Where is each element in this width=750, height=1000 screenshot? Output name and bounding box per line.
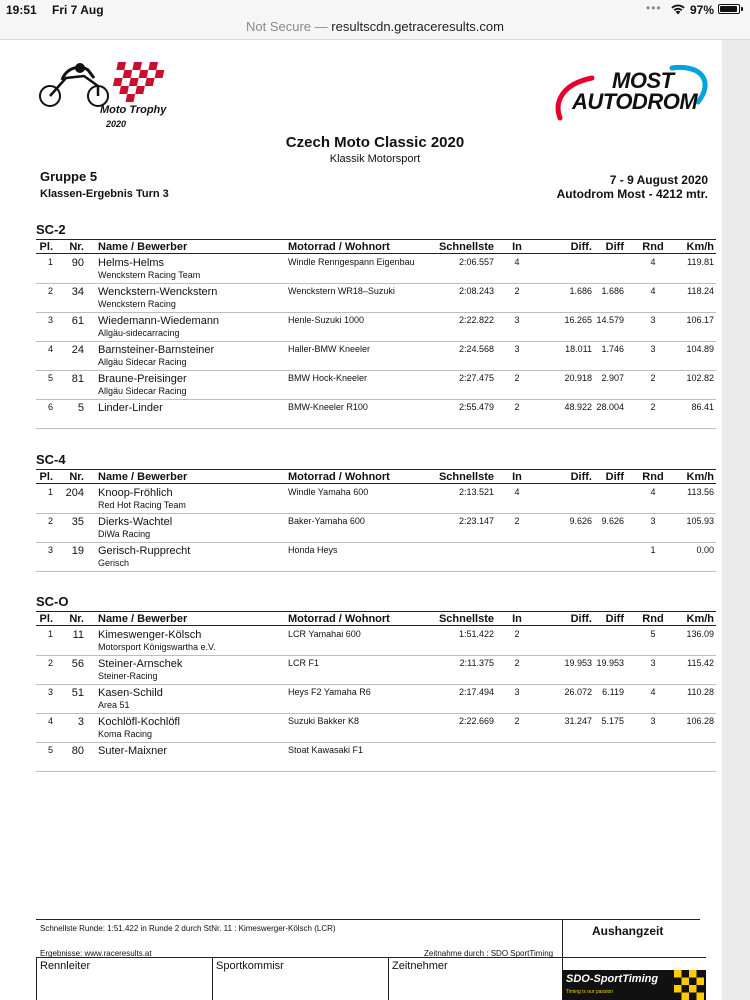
- cell-diff: 9.626: [569, 516, 592, 526]
- cell-in: 3: [514, 315, 520, 325]
- event-title: Czech Moto Classic 2020: [285, 134, 465, 151]
- cell-fastest: 2:08.243: [458, 286, 494, 296]
- cell-nr: 35: [71, 516, 84, 528]
- table-row: [36, 371, 716, 400]
- cell-in: 4: [514, 487, 520, 497]
- cell-pos: 1: [47, 629, 53, 639]
- cell-bike: Henle-Suzuki 1000: [288, 315, 365, 325]
- status-bar: [0, 0, 750, 18]
- column-header-diff2: Diff: [605, 471, 624, 483]
- cell-rnd: 4: [650, 286, 656, 296]
- cell-in: 2: [514, 373, 520, 383]
- cell-nr: 51: [71, 687, 84, 699]
- cell-team: Gerisch: [98, 558, 130, 568]
- cell-name: Kochlöfl-Kochlöfl: [98, 716, 180, 728]
- cell-name: Wiedemann-Wiedemann: [98, 315, 220, 327]
- table-header-row: [36, 240, 716, 254]
- cell-kmh: 110.28: [687, 687, 714, 697]
- results-website: Ergebnisse: www.raceresults.at: [40, 949, 152, 958]
- cell-team: Red Hot Racing Team: [98, 500, 186, 510]
- column-header-rnd: Rnd: [642, 471, 664, 483]
- cell-rnd: 4: [650, 257, 656, 267]
- table-row: [36, 627, 716, 656]
- cell-rnd: 1: [650, 545, 656, 555]
- cell-diff: 1.686: [569, 286, 592, 296]
- sdo-logo-tagline: Timing is our passion: [566, 989, 614, 995]
- cell-team: Motorsport Königswartha e.V.: [98, 642, 216, 652]
- cell-diff: 19.953: [564, 658, 592, 668]
- column-header-rnd: Rnd: [642, 241, 664, 253]
- column-header-fastest: Schnellste: [438, 471, 494, 483]
- cell-diff2: 2.907: [601, 373, 624, 383]
- cell-in: 2: [514, 716, 520, 726]
- cell-nr: 81: [71, 373, 84, 385]
- moto-trophy-text: Moto Trophy: [100, 104, 167, 116]
- cell-diff2: 9.626: [601, 516, 624, 526]
- logo-most-text: MOST: [612, 68, 674, 93]
- cell-diff: 16.265: [564, 315, 592, 325]
- cell-bike: Wenckstern WR18–Suzuki: [288, 286, 395, 296]
- cell-bike: BMW-Kneeler R100: [288, 402, 368, 412]
- column-header-bike: Motorrad / Wohnort: [288, 241, 390, 253]
- cell-diff: 26.072: [564, 687, 592, 697]
- cell-bike: Honda Heys: [288, 545, 338, 555]
- cell-kmh: 102.82: [686, 373, 714, 383]
- sdo-logo-text: SDO-SportTiming: [566, 973, 659, 985]
- table-row: [36, 485, 716, 514]
- cell-team: DiWa Racing: [98, 529, 151, 539]
- table-row: [36, 255, 716, 284]
- class-title: SC-O: [36, 594, 69, 609]
- cell-team: Wenckstern Racing Team: [98, 270, 201, 280]
- cell-bike: BMW Hock-Kneeler: [288, 373, 368, 383]
- cell-team: Allgäu-sidecarracing: [98, 328, 180, 338]
- cell-name: Knoop-Fröhlich: [98, 487, 173, 499]
- column-header-diff: Diff.: [570, 471, 592, 483]
- cell-diff: 20.918: [564, 373, 592, 383]
- cell-pos: 2: [47, 286, 53, 296]
- event-subtitle: Klassik Motorsport: [329, 153, 421, 165]
- cell-nr: 5: [77, 402, 84, 414]
- cell-name: Linder-Linder: [98, 402, 163, 414]
- page-side-margin: [722, 40, 750, 1000]
- class-title: SC-2: [36, 222, 66, 237]
- column-header-nr: Nr.: [69, 241, 84, 253]
- cell-pos: 5: [47, 745, 53, 755]
- cell-diff: 31.247: [564, 716, 592, 726]
- footer-divider: [36, 919, 700, 920]
- cell-fastest: 2:27.475: [458, 373, 494, 383]
- column-header-bike: Motorrad / Wohnort: [288, 471, 390, 483]
- cell-bike: Windle Yamaha 600: [288, 487, 369, 497]
- wifi-icon: [670, 2, 686, 15]
- url-domain[interactable]: resultscdn.getraceresults.com: [331, 19, 504, 34]
- most-autodrom-logo: [552, 62, 712, 122]
- sdo-sporttiming-logo: [562, 970, 706, 1000]
- cell-pos: 2: [47, 516, 53, 526]
- table-row: [36, 543, 716, 572]
- cell-bike: LCR F1: [288, 658, 320, 668]
- cell-nr: 11: [72, 629, 84, 641]
- cell-rnd: 3: [650, 315, 656, 325]
- cell-rnd: 3: [650, 516, 656, 526]
- battery-icon: [718, 4, 740, 14]
- cell-nr: 80: [71, 745, 84, 757]
- cell-fastest: 2:24.568: [458, 344, 494, 354]
- status-time: 19:51: [6, 3, 37, 17]
- cell-in: 4: [514, 257, 520, 267]
- column-header-diff: Diff.: [570, 241, 592, 253]
- logo-autodrom-text: AUTODROM: [572, 89, 698, 114]
- url-bar[interactable]: [0, 18, 750, 40]
- cell-name: Suter-Maixner: [98, 745, 168, 757]
- column-header-name: Name / Bewerber: [98, 471, 188, 483]
- column-header-pos: Pl.: [39, 613, 53, 625]
- cell-nr: 34: [71, 286, 84, 298]
- cell-nr: 56: [71, 658, 84, 670]
- cell-name: Gerisch-Rupprecht: [98, 545, 191, 557]
- cell-rnd: 2: [650, 373, 656, 383]
- cell-rnd: 3: [650, 716, 656, 726]
- column-header-in: In: [512, 471, 522, 483]
- cell-diff2: 14.579: [596, 315, 624, 325]
- cell-fastest: 2:11.375: [459, 658, 494, 668]
- group-title: Gruppe 5: [40, 169, 98, 184]
- cell-in: 2: [514, 402, 520, 412]
- column-header-kmh: Km/h: [686, 241, 714, 253]
- column-header-diff2: Diff: [605, 241, 624, 253]
- sign-timekeeper: Zeitnehmer: [389, 958, 563, 1000]
- cell-fastest: 2:13.521: [458, 487, 494, 497]
- cell-diff2: 1.746: [601, 344, 624, 354]
- cell-kmh: 106.17: [686, 315, 714, 325]
- moto-trophy-year: 2020: [106, 119, 127, 129]
- cell-name: Barnsteiner-Barnsteiner: [98, 344, 215, 356]
- cell-in: 2: [514, 516, 520, 526]
- cell-kmh: 0.00: [696, 545, 714, 555]
- class-title: SC-4: [36, 452, 66, 467]
- column-header-name: Name / Bewerber: [98, 613, 188, 625]
- cell-name: Steiner-Arnschek: [98, 658, 183, 670]
- cell-team: Allgäu Sidecar Racing: [98, 357, 187, 367]
- cell-team: Koma Racing: [98, 729, 153, 739]
- cell-bike: Haller-BMW Kneeler: [288, 344, 371, 354]
- cell-name: Wenckstern-Wenckstern: [98, 286, 218, 298]
- column-header-pos: Pl.: [39, 471, 53, 483]
- notice-time-label: Aushangzeit: [592, 924, 664, 938]
- cell-bike: Stoat Kawasaki F1: [288, 745, 364, 755]
- cell-fastest: 2:06.557: [458, 257, 494, 267]
- cell-pos: 1: [47, 257, 53, 267]
- cell-kmh: 105.93: [686, 516, 714, 526]
- cell-kmh: 86.41: [691, 402, 714, 412]
- multitasking-dots-icon[interactable]: •••: [646, 1, 662, 15]
- cell-fastest: 2:22.822: [458, 315, 494, 325]
- column-header-fastest: Schnellste: [438, 613, 494, 625]
- cell-diff2: 28.004: [596, 402, 624, 412]
- notice-box-divider: [562, 919, 563, 957]
- cell-rnd: 4: [650, 487, 656, 497]
- cell-fastest: 2:23.147: [458, 516, 494, 526]
- cell-kmh: 115.42: [687, 658, 714, 668]
- cell-pos: 3: [47, 315, 53, 325]
- motorcycle-rider-icon: [36, 58, 171, 136]
- cell-name: Kasen-Schild: [98, 687, 163, 699]
- session-title: Klassen-Ergebnis Turn 3: [40, 188, 169, 200]
- table-row: [36, 685, 716, 714]
- column-header-diff2: Diff: [605, 613, 624, 625]
- column-header-nr: Nr.: [69, 471, 84, 483]
- column-header-fastest: Schnellste: [438, 241, 494, 253]
- cell-kmh: 136.09: [686, 629, 714, 639]
- not-secure-label: Not Secure: [246, 19, 312, 34]
- cell-team: Steiner-Racing: [98, 671, 158, 681]
- cell-team: Area 51: [98, 700, 130, 710]
- cell-rnd: 2: [650, 402, 656, 412]
- table-header-row: [36, 612, 716, 626]
- cell-in: 2: [514, 629, 520, 639]
- cell-rnd: 5: [650, 629, 656, 639]
- class-section: [36, 222, 716, 432]
- column-header-diff: Diff.: [570, 613, 592, 625]
- cell-fastest: 2:17.494: [458, 687, 494, 697]
- cell-in: 3: [514, 344, 520, 354]
- cell-pos: 5: [47, 373, 53, 383]
- event-venue: Autodrom Most - 4212 mtr.: [556, 187, 708, 201]
- battery-percent: 97%: [690, 3, 715, 17]
- cell-bike: Heys F2 Yamaha R6: [288, 687, 371, 697]
- table-row: [36, 284, 716, 313]
- class-section: [36, 594, 716, 775]
- table-row: [36, 656, 716, 685]
- table-row: [36, 743, 716, 772]
- timing-credit: Zeitnahme durch : SDO SportTiming: [424, 949, 554, 958]
- column-header-rnd: Rnd: [642, 613, 664, 625]
- cell-in: 3: [514, 687, 520, 697]
- table-row: [36, 514, 716, 543]
- cell-name: Dierks-Wachtel: [98, 516, 173, 528]
- fastest-lap-note: Schnellste Runde: 1:51.422 in Runde 2 durch StNr. 11 : Kimeswerger-Kölsch (LCR): [40, 924, 336, 933]
- cell-team: Wenckstern Racing: [98, 299, 176, 309]
- cell-pos: 3: [47, 687, 53, 697]
- cell-diff: 18.011: [565, 344, 592, 354]
- cell-nr: 61: [71, 315, 84, 327]
- class-section: [36, 452, 716, 575]
- event-date: 7 - 9 August 2020: [609, 173, 708, 187]
- checkered-flag-icon: [674, 970, 704, 1000]
- cell-diff2: 6.119: [602, 687, 624, 697]
- cell-fastest: 1:51.422: [458, 629, 494, 639]
- cell-diff2: 19.953: [596, 658, 624, 668]
- cell-pos: 6: [47, 402, 53, 412]
- cell-pos: 4: [47, 344, 53, 354]
- table-row: [36, 714, 716, 743]
- cell-rnd: 3: [650, 658, 656, 668]
- cell-pos: 4: [47, 716, 53, 726]
- sign-race-director: Rennleiter: [37, 958, 213, 1000]
- column-header-nr: Nr.: [69, 613, 84, 625]
- cell-kmh: 119.81: [687, 257, 714, 267]
- cell-diff2: 1.686: [601, 286, 624, 296]
- cell-name: Braune-Preisinger: [98, 373, 187, 385]
- cell-nr: 204: [65, 487, 84, 499]
- column-header-name: Name / Bewerber: [98, 241, 188, 253]
- cell-bike: LCR Yamahai 600: [288, 629, 361, 639]
- cell-rnd: 3: [650, 344, 656, 354]
- cell-bike: Windle Renngespann Eigenbau: [288, 257, 415, 267]
- cell-diff2: 5.175: [601, 716, 624, 726]
- cell-nr: 24: [71, 344, 84, 356]
- cell-nr: 19: [71, 545, 84, 557]
- cell-fastest: 2:55.479: [458, 402, 494, 412]
- cell-name: Kimeswenger-Kölsch: [98, 629, 202, 641]
- cell-nr: 90: [71, 257, 84, 269]
- column-header-bike: Motorrad / Wohnort: [288, 613, 390, 625]
- cell-bike: Baker-Yamaha 600: [288, 516, 365, 526]
- table-row: [36, 313, 716, 342]
- column-header-in: In: [512, 613, 522, 625]
- table-header-row: [36, 470, 716, 484]
- cell-kmh: 106.28: [686, 716, 714, 726]
- table-row: [36, 342, 716, 371]
- cell-in: 2: [514, 658, 520, 668]
- cell-pos: 1: [47, 487, 53, 497]
- column-header-kmh: Km/h: [686, 471, 714, 483]
- table-row: [36, 400, 716, 429]
- cell-nr: 3: [77, 716, 84, 728]
- status-date: Fri 7 Aug: [52, 3, 104, 17]
- cell-in: 2: [514, 286, 520, 296]
- sign-steward: Sportkommisr: [213, 958, 389, 1000]
- cell-kmh: 118.24: [687, 286, 714, 296]
- column-header-pos: Pl.: [39, 241, 53, 253]
- cell-team: Allgäu Sidecar Racing: [98, 386, 187, 396]
- moto-trophy-logo: [36, 58, 171, 136]
- cell-kmh: 113.56: [687, 487, 714, 497]
- cell-pos: 3: [47, 545, 53, 555]
- cell-name: Helms-Helms: [98, 257, 164, 269]
- cell-kmh: 104.89: [686, 344, 714, 354]
- cell-fastest: 2:22.669: [458, 716, 494, 726]
- cell-bike: Suzuki Bakker K8: [288, 716, 360, 726]
- column-header-kmh: Km/h: [686, 613, 714, 625]
- cell-pos: 2: [47, 658, 53, 668]
- cell-diff: 48.922: [564, 402, 592, 412]
- cell-rnd: 4: [650, 687, 656, 697]
- column-header-in: In: [512, 241, 522, 253]
- url-separator: —: [314, 19, 328, 34]
